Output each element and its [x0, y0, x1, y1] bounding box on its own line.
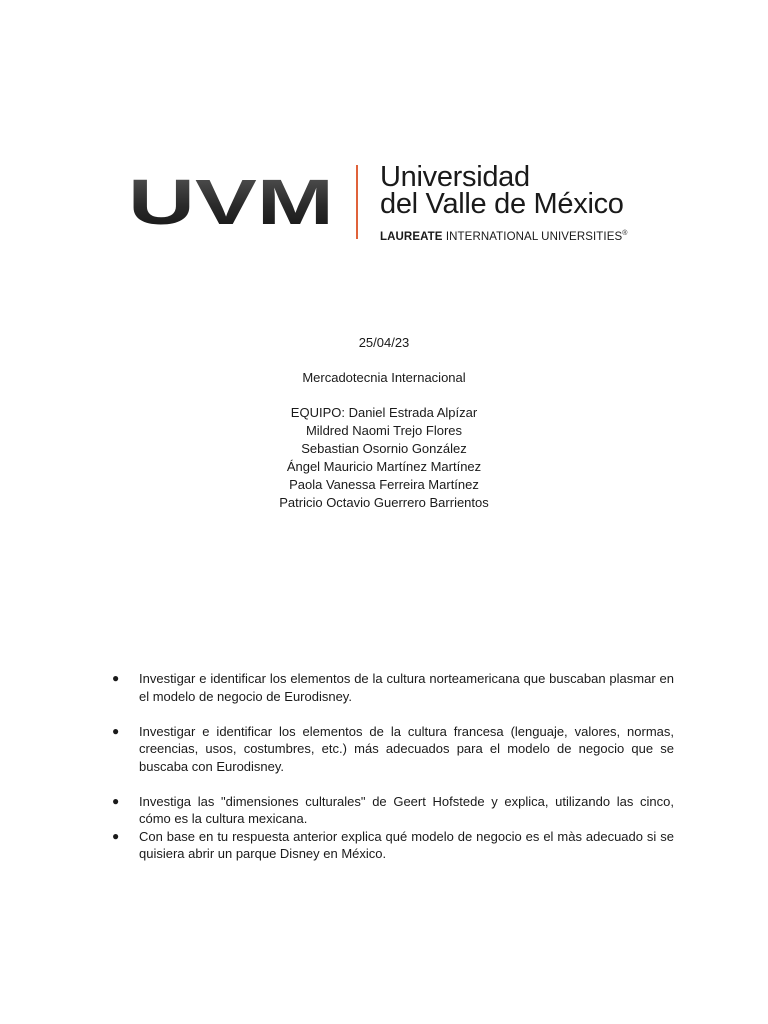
- course-name: Mercadotecnia Internacional: [302, 370, 466, 385]
- university-name-line2: del Valle de México: [380, 188, 624, 220]
- bullet-icon: ●: [112, 671, 120, 685]
- list-item: [112, 723, 674, 776]
- university-name-line1: Universidad: [380, 161, 530, 193]
- list-item-text: Con base en tu respuesta anterior explica qué modelo de negocio es el màs adecuado si se quisiera abrir un parque Disney en México.: [139, 828, 674, 861]
- registered-mark: ®: [622, 230, 628, 237]
- team-member: Sebastian Osornio González: [301, 441, 467, 456]
- team-member: Patricio Octavio Guerrero Barrientos: [279, 495, 489, 510]
- bullet-icon: ●: [112, 723, 120, 738]
- team-member: EQUIPO: Daniel Estrada Alpízar: [290, 405, 478, 420]
- document-date: 25/04/23: [358, 335, 410, 350]
- bullet-icon: ●: [112, 828, 120, 843]
- team-list: [0, 404, 768, 512]
- uvm-logo-mark: [128, 172, 338, 232]
- team-member: Paola Vanessa Ferreira Martínez: [289, 477, 479, 492]
- list-item-text: Investiga las "dimensiones culturales" de Geert Hofstede y explica, utilizando las cinco, cómo es la cultura mexicana.: [139, 793, 674, 826]
- laureate-word: LAUREATE: [380, 230, 443, 243]
- list-item: [112, 793, 674, 828]
- logo-divider: [356, 165, 358, 239]
- tagline-rest: INTERNATIONAL UNIVERSITIES: [442, 230, 623, 243]
- assignment-list: [112, 670, 674, 863]
- university-logo: [128, 162, 648, 242]
- list-item: [112, 670, 674, 705]
- laureate-tagline: [380, 227, 628, 244]
- uvm-logo-text: UVM: [128, 172, 334, 232]
- team-member: Mildred Naomi Trejo Flores: [305, 423, 463, 438]
- team-member: Ángel Mauricio Martínez Martínez: [286, 459, 482, 474]
- list-item-text: Investigar e identificar los elementos de la cultura norteamericana que buscaban plasmar en el modelo de negocio de Eurodisney.: [139, 671, 674, 704]
- list-item-text: Investigar e identificar los elementos de la cultura francesa (lenguaje, valores, normas, creencias, usos, costumbres, etc.) más adecuados para el modelo de negocio que se buscaba con Eurodisney.: [139, 723, 674, 774]
- list-item: [112, 828, 674, 863]
- bullet-icon: ●: [112, 793, 120, 808]
